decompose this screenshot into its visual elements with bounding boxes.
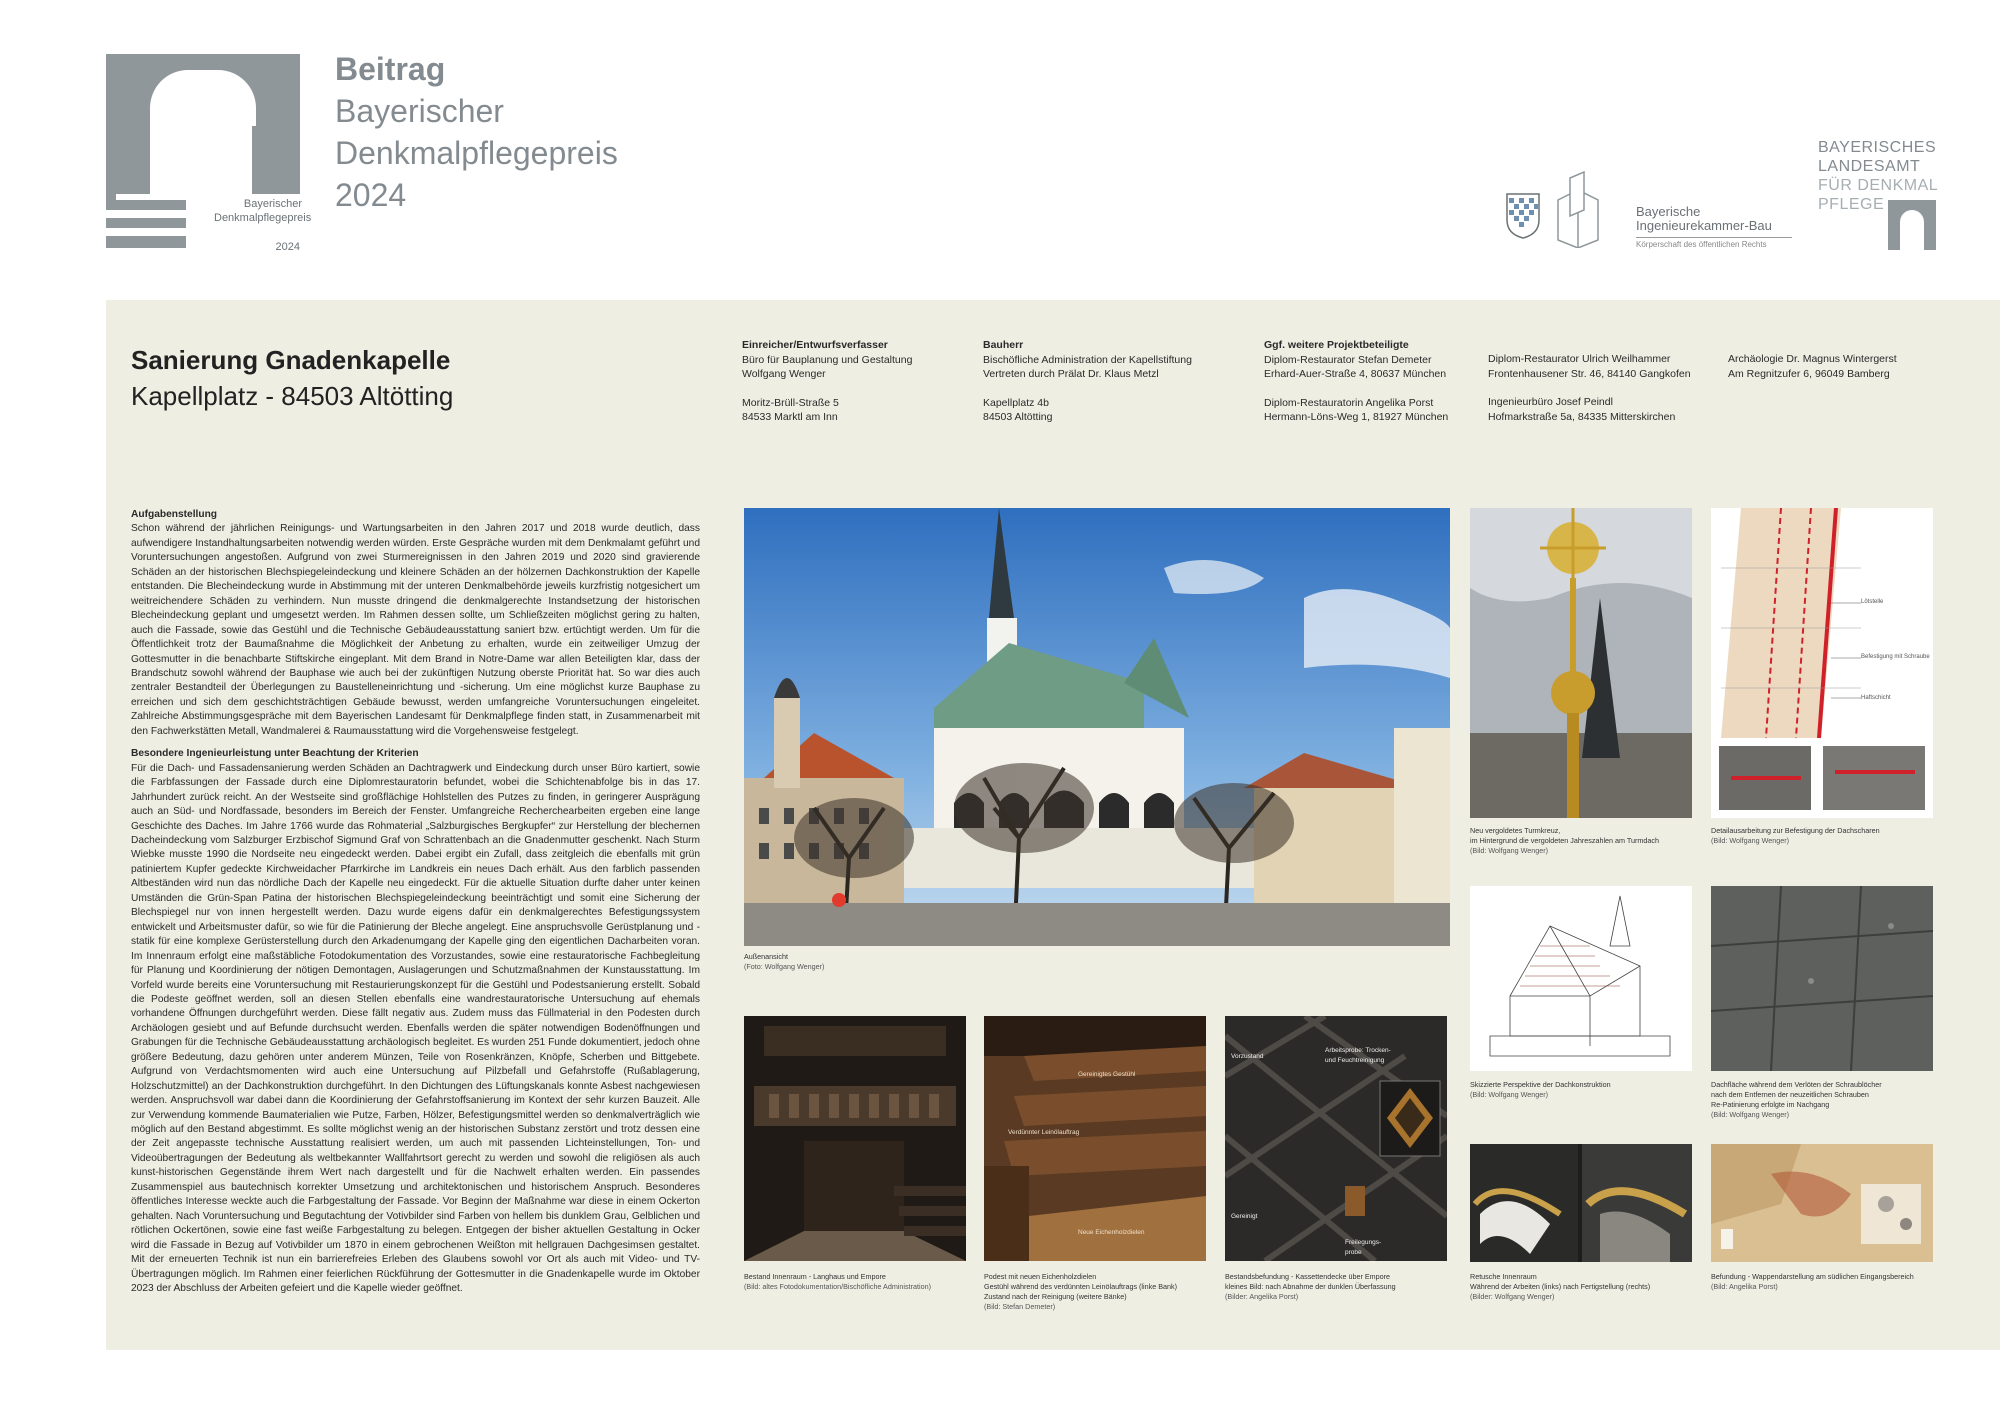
caption-source: (Bild: Wolfgang Wenger) — [1470, 846, 1549, 855]
caption-turmkreuz — [1470, 826, 1659, 856]
caption-podest — [984, 1272, 1177, 1312]
col2-line: Bischöfliche Administration der Kapellstiftung — [983, 353, 1192, 366]
kassette-label-3: Gereinigt — [1231, 1213, 1258, 1220]
drawing-dachscharen-detail — [1711, 508, 1933, 818]
col1-line: Moritz-Brüll-Straße 5 — [742, 396, 839, 409]
caption-source: (Bild: Stefan Demeter) — [984, 1302, 1056, 1311]
podest-label-2: Verdünnter Leinölauftrag — [1008, 1129, 1080, 1136]
logo-caption-line-1: Bayerischer — [243, 198, 302, 210]
header-title-line-1: Bayerischer — [335, 93, 504, 129]
podest-label-1: Gereinigtes Gestühl — [1078, 1071, 1136, 1078]
lfd-arch-icon — [1888, 200, 1936, 250]
caption-source: (Bild: Wolfgang Wenger) — [1711, 1110, 1790, 1119]
col3-line: Erhard-Auer-Straße 4, 80637 München — [1264, 368, 1447, 380]
col5-line: Am Regnitzufer 6, 96049 Bamberg — [1728, 367, 1890, 380]
project-title: Sanierung Gnadenkapelle — [131, 345, 451, 375]
col4-line: Diplom-Restaurator Ulrich Weilhammer — [1488, 353, 1671, 365]
photo-podest — [984, 1016, 1206, 1261]
lfd-line-3: FÜR DENKMAL — [1818, 177, 1939, 194]
col4-line: Ingenieurbüro Josef Peindl — [1488, 396, 1613, 408]
header-title-bold: Beitrag — [335, 51, 446, 87]
caption-source: (Bilder: Angelika Porst) — [1225, 1292, 1299, 1301]
body-text — [131, 508, 700, 1296]
caption-aussenansicht — [744, 952, 824, 972]
kassette-label-2: Arbeitsprobe: Trocken- und Feuchtreinigung — [1325, 1047, 1391, 1064]
photo-turmkreuz — [1470, 508, 1692, 818]
col2-line: 84503 Altötting — [983, 411, 1053, 423]
caption-line: kleines Bild: nach Abnahme der dunklen Überfassung — [1225, 1282, 1396, 1291]
col2-line: Vertreten durch Prälat Dr. Klaus Metzl — [983, 368, 1159, 380]
col2-line: Kapellplatz 4b — [983, 396, 1049, 409]
lfd-line-2: LANDESAMT — [1818, 158, 1921, 175]
bik-name-line-2: Ingenieurekammer-Bau — [1636, 218, 1772, 233]
caption-kassette — [1225, 1272, 1396, 1302]
photo-retusche — [1470, 1144, 1692, 1262]
photo-aussenansicht — [744, 508, 1450, 946]
col1-heading: Einreicher/Entwurfsverfasser — [742, 339, 888, 351]
caption-befund — [1711, 1272, 1914, 1292]
col5-line: Archäologie Dr. Magnus Wintergerst — [1728, 353, 1897, 365]
caption-title: Dachfläche während dem Verlöten der Schraublöcher — [1711, 1080, 1882, 1089]
detail-label-2: Befestigung mit Schraube — [1861, 654, 1930, 660]
caption-retusche — [1470, 1272, 1650, 1302]
col1-line: 84533 Marktl am Inn — [742, 411, 838, 423]
ingenieurekammer-mark-icon — [1548, 170, 1608, 248]
caption-source: (Foto: Wolfgang Wenger) — [744, 962, 825, 971]
photo-wappen-befund — [1711, 1144, 1933, 1262]
caption-line: Re-Patinierung erfolgte im Nachgang — [1711, 1100, 1830, 1109]
participant-col-1 — [742, 338, 912, 425]
caption-source: (Bilder: Wolfgang Wenger) — [1470, 1292, 1555, 1301]
photo-dachflaeche — [1711, 886, 1933, 1071]
caption-line: nach dem Entfernen der neuzeitlichen Schrauben — [1711, 1090, 1869, 1099]
photo-kassettendecke — [1225, 1016, 1447, 1261]
header-title-line-3: 2024 — [335, 177, 407, 213]
caption-source: (Bild: Wolfgang Wenger) — [1711, 836, 1790, 845]
header-title-line-2: Denkmalpflegepreis — [335, 135, 618, 171]
caption-title: Außenansicht — [744, 952, 788, 961]
lfd-line-4: PFLEGE — [1818, 196, 1885, 213]
lfd-line-1: BAYERISCHES — [1818, 139, 1937, 156]
caption-innenraum — [744, 1272, 931, 1292]
bik-name-line-1: Bayerische — [1636, 204, 1701, 219]
logo-caption-line-2: Denkmalpflegepreis — [214, 212, 312, 224]
paragraph-ingenieurleistung: Für die Dach- und Fassadensanierung werden Schäden an Dachtragwerk und Eindeckung durch unser Büro kartiert, sowie die Farbfassungen der Fassade durch eine Diplomrestauratorin befundet, wobei die Schichtenabfolge bis in das 17. Jahrhundert zurück reicht. An der Westseite sind großflächige Hohlstellen des Putzes zu finden, in geringerer Ausprägung auch an Süd- und Nordfassade, besonders im Bereich der Fenster. Umfangreiche Recherchearbeiten ergeben eine lange Geschichte des Daches. Im Jahre 1766 wurde das Rohmaterial „Salzburgisches Bergkupfer“ zur Herstellung der blechernen Dacheindeckung vom Salzburger Erzbischof Sigmund Graf von Schrattenbach an die Gnadenmutter geschenkt. Nach Sturm Wiebke musste 1990 die Nordseite neu eingedeckt werden. Dabei ergibt ein Zufall, dass zeitgleich die ebenfalls mit grün patiniertem Kupfer gedeckte Kirchweidacher Pfarrkirche im Landkreis ein neues Dach erhält. Aus den farblich passenden Altbeständen wird nun das nördliche Dach der Kapelle neu eingedeckt. Für die aktuelle Situation durfte daher unter keinen Umständen die Grün-Span Patina der historischen Blechspiegeleindeckung beeinträchtigt und somit eine Sicherung der Blechspiegel nur von innen hergestellt werden. Dazu wurde eigens dafür ein denkmalgerechtes Befestigungssystem entwickelt und Arbeitsmuster dafür, so wie für die Patinierung der Bleche angelegt. Eine anspruchsvolle Gerüstplanung und -statik für eine komplexe Gerüsterstellung durch den Arkadenumgang der Kapelle ging den eigentlichen Dacharbeiten voran. Im Innenraum erfolgt eine maßstäbliche Fotodokumentation des Vorzustandes, sowie eine restauratorische Fachbegleitung für Planung und Koordinierung der nötigen Demontagen, Auslagerungen und Schutzmaßnahmen der Kunstausstattung. Im Vorfeld wurde bereits eine Voruntersuchung mit Restaurierungskonzept für die Gestühl und Podestsanierung erstellt. Sobald die Podeste geöffnet werden, soll an diesen Stellen ebenfalls eine wandrestauratorische Untersuchung auf ehemals vorhandene Öffnungen durchgeführt werden. Diese fällt negativ aus. Zudem muss das Füllmaterial in den Podesten durch Archäologen gesiebt und auf Befunde durchsucht werden. Ebenfalls werden die später notwendigen Bodenöffnungen und Grabungen für die Technische Gebäudeausstattung archäologisch begleitet. Es wurden 251 Funde dokumentiert, jedoch ohne größere Bedeutung, dazu gehören unter anderem Münzen, Teile von Rosenkränzen, Knöpfe, Scherben und Bittgebete. Aufgrund von Verdachtsmomenten wird auch eine Untersuchung auf Pilzbefall und Gefahrstoffe (Rußablagerung, Holzschutzmittel) an der Dachkonstruktion durchgeführt. In den Dichtungen des Lüftungskanals konnte Asbest nachgewiesen werden. Anspruchsvoll war dabei dann die Koordinierung der Gefahrstoffsanierung im Kontext der sehr kurzen Bauzeit. Alle zur Verwendung kommende Baumaterialien wie Putze, Farben, Hölzer, Befestigungsmittel werden so denkmalverträglich wie möglich auf den Bestand abgestimmt. Es sollte möglichst wenig an der historischen Substanz zerstört und trotz dessen eine der Zeit angepasste technische Ausstattung realisiert werden, um auch mit passenden Lichteinstellungen, Ton- und Videoübertragungen der Bedeutung als weltbekannter Wallfahrtsort gerecht zu werden und sowohl die religiösen als auch kunst-historischen Gegenstände ihrem Wert nach dargestellt und für die Nachwelt erhalten werden. Ein passendes Zusammenspiel aus bautechnisch korrekter Umsetzung und architektonischen und historischem Anspruch. Besonderes öffentliches Interesse weckte auch die Farbgestaltung der Fassade. Vor Beginn der Maßnahme war diese in einem Ockerton gehalten. Nach Voruntersuchung und Begutachtung der Votivbilder sind Farben von hellem bis dunklem Grau, Gelblichen und rötlichen Ockertönen, sowie eine fast weiße Farbgestaltung zu belegen. Entgegen der bisher aktuellen Gestaltung in Ocker wird die Fassade in Bezug auf Votivbilder um 1870 in einem gebrochenen Weißton mit hellgrauen Dachgesimsen gestaltet. Mit der erneuerten Technik ist nun ein barrierefreies Erleben des Glaubens sowohl vor Ort als auch mit Video- und TV-Übertragungen möglich. Im Rahmen einer feierlichen Rückführung der Gottesmutter in die Gnadenkapelle wurde im Oktober 2023 der Abschluss der Arbeiten gefeiert und die Kapelle wieder geöffnet. — [131, 762, 700, 1295]
drawing-dachkonstruktion-perspektive — [1470, 886, 1692, 1071]
caption-title: Skizzierte Perspektive der Dachkonstruktion — [1470, 1080, 1611, 1089]
col3-line: Hermann-Löns-Weg 1, 81927 München — [1264, 411, 1449, 423]
photo-innenraum — [744, 1016, 966, 1261]
heading-aufgabenstellung: Aufgabenstellung — [131, 509, 218, 520]
bik-subtitle: Körperschaft des öffentlichen Rechts — [1636, 240, 1767, 249]
col2-heading: Bauherr — [983, 339, 1024, 351]
col1-line: Wolfgang Wenger — [742, 368, 826, 380]
col3-heading: Ggf. weitere Projektbeteiligte — [1264, 339, 1409, 351]
caption-line: im Hintergrund die vergoldeten Jahreszahlen am Turmdach — [1470, 836, 1659, 845]
col3-line: Diplom-Restaurator Stefan Demeter — [1264, 353, 1432, 366]
caption-title: Neu vergoldetes Turmkreuz, — [1470, 826, 1561, 835]
detail-label-3: Haftschicht — [1861, 695, 1891, 701]
col3-line: Diplom-Restauratorin Angelika Porst — [1264, 396, 1434, 409]
caption-title: Podest mit neuen Eichenholzdielen — [984, 1272, 1097, 1281]
logo-year: 2024 — [275, 241, 300, 253]
bik-divider — [1636, 237, 1792, 238]
col4-line: Hofmarkstraße 5a, 84335 Mitterskirchen — [1488, 410, 1676, 423]
caption-line: Gestühl während des verdünnten Leinölauftrags (linke Bank) — [984, 1282, 1177, 1291]
paragraph-aufgabenstellung: Schon während der jährlichen Reinigungs- und Wartungsarbeiten in den Jahren 2017 und 2018 wurde deutlich, dass aufwendigere Instandhaltungsarbeiten notwendig werden würden. Erste Gespräche wurden mit dem Denkmalamt geführt und Voruntersuchungen angestoßen. Aufgrund von zwei Sturmereignissen in den Jahren 2019 und 2020 sind gravierende Schäden an der historischen Blechspiegeleindeckung und kleinere Schäden an der hölzernen Dachkonstruktion der Kapelle entstanden. Die Blecheindeckung wurde in Abstimmung mit der unteren Denkmalbehörde jeweils kurzfristig notgesichert um weitreichendere Schäden zu verhindern. Nun musste dringend die denkmalgerechte Instandsetzung der historischen Blecheindeckung geplant und umgesetzt werden. Im Rahmen dessen sollte, um Schließzeiten möglichst gering zu halten, auch die Fassade, sowie das Gestühl und die Technische Gebäudeausstattung saniert bzw. ertüchtigt werden. Um für die Öffentlichkeit trotz der Baumaßnahme die Möglichkeit der Anbetung zu erhalten, wurde ein zeitweiliger Umzug der Gottesmutter in die benachbarte Stiftskirche eingeplant. Mit dem Brand in Notre-Dame war allen Beteiligten klar, dass der Brandschutz sowohl während der Bauphase wie auch bei der zukünftigen Nutzung oberste Priorität hat. So war dies auch zentraler Bestandteil der Überlegungen zu Baustelleneinrichtung und -sicherung. Um eine möglichst kurze Bauphase zu erreichen und sich dem geschichtsträchtigen Gebäude bewusst, werden umfangreiche Voruntersuchungen eingeleitet. Zahlreiche Abstimmungsgespräche mit dem Bayerischen Landesamt für Denkmalpflege finden statt, in Zusammenarbeit mit den Fachwerkstätten Metall, Wandmalerei & Raumausstattung wird die Vorgehensweise festgelegt. — [131, 523, 700, 737]
caption-dachflaeche — [1711, 1080, 1882, 1120]
participant-col-2 — [983, 338, 1192, 425]
detail-label-1: Lötstelle — [1861, 599, 1884, 605]
caption-source: (Bild: altes Fotodokumentation/Bischöfliche Administration) — [744, 1282, 931, 1291]
participant-col-5 — [1728, 352, 1897, 381]
caption-title: Retusche Innenraum — [1470, 1272, 1537, 1281]
col1-line: Büro für Bauplanung und Gestaltung — [742, 353, 913, 366]
caption-title: Detailausarbeitung zur Befestigung der Dachscharen — [1711, 826, 1880, 835]
caption-source: (Bild: Angelika Porst) — [1711, 1282, 1778, 1291]
podest-label-3: Neue Eichenholzdielen — [1078, 1229, 1145, 1236]
caption-title: Befundung - Wappendarstellung am südlichen Eingangsbereich — [1711, 1272, 1914, 1281]
caption-source: (Bild: Wolfgang Wenger) — [1470, 1090, 1549, 1099]
caption-title: Bestandsbefundung - Kassettendecke über Empore — [1225, 1272, 1391, 1281]
kassette-label-4: Freilegungs-probe — [1345, 1239, 1382, 1256]
caption-skizze — [1470, 1080, 1611, 1100]
project-address: Kapellplatz - 84503 Altötting — [131, 381, 454, 411]
heading-ingenieurleistung: Besondere Ingenieurleistung unter Beachtung der Kriterien — [131, 748, 419, 760]
participant-col-4 — [1488, 352, 1691, 424]
caption-title: Bestand Innenraum - Langhaus und Empore — [744, 1272, 886, 1281]
bavarian-coat-icon — [1505, 190, 1541, 240]
kassette-label-1: Vorzustand — [1231, 1053, 1264, 1060]
caption-line: Zustand nach der Reinigung (weitere Bänke) — [984, 1292, 1127, 1301]
caption-detail — [1711, 826, 1880, 846]
caption-line: Während der Arbeiten (links) nach Fertigstellung (rechts) — [1470, 1282, 1651, 1291]
participant-col-3 — [1264, 338, 1448, 425]
col4-line: Frontenhausener Str. 46, 84140 Gangkofen — [1488, 367, 1691, 380]
